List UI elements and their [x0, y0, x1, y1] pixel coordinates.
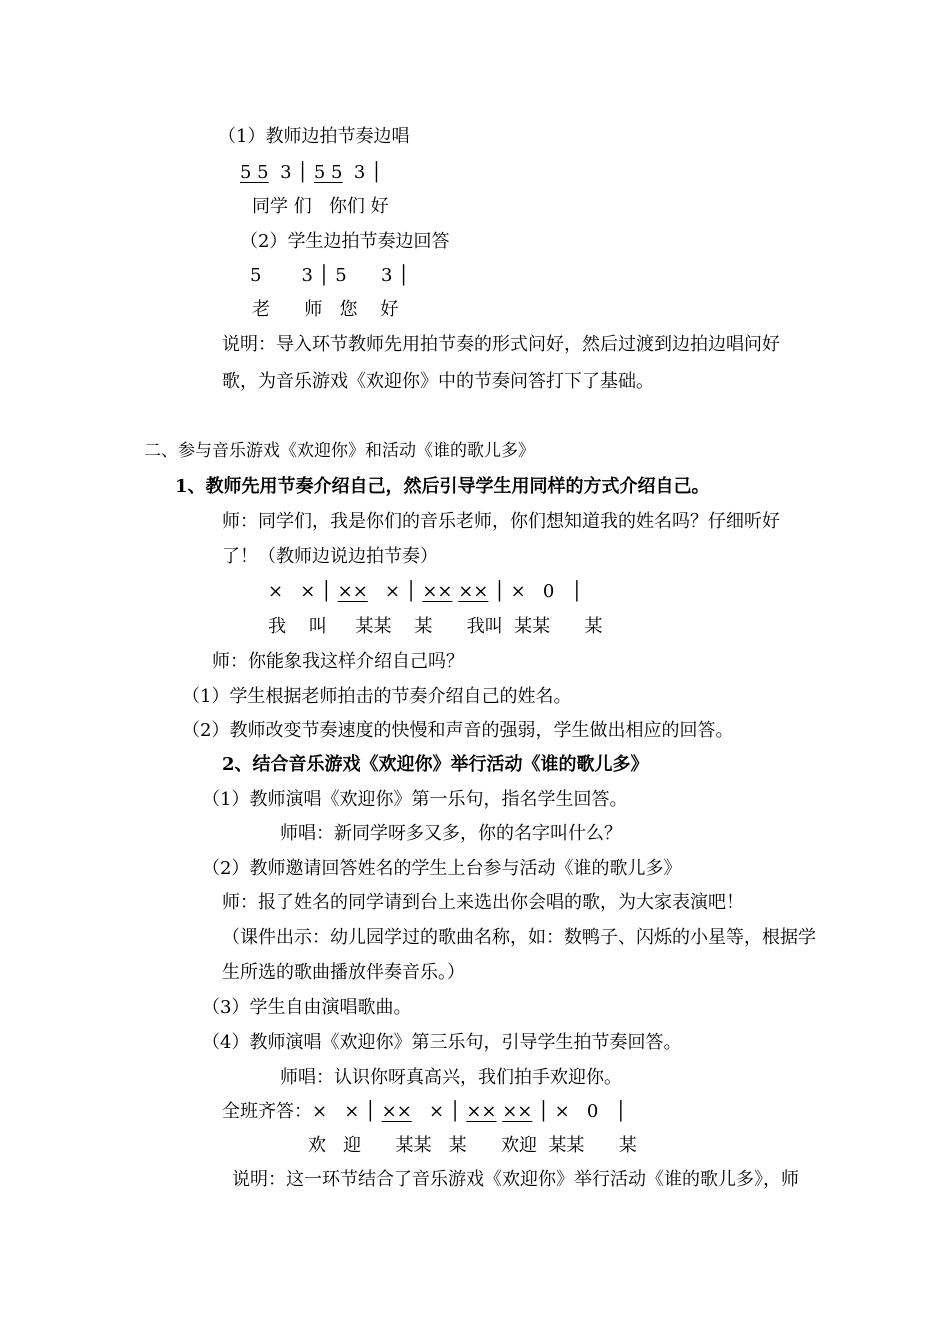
explanation-line: 说明：导入环节教师先用拍节奏的形式问好，然后过渡到边拍边唱问好 — [222, 334, 780, 355]
notation-eighth-pair: 5 5 — [313, 162, 343, 183]
rhythm-eighth-pair: ×× — [337, 581, 368, 602]
lyrics-line-1: 同学 们 你们 好 — [252, 196, 389, 217]
rhythm-eighth-pair: ×× — [502, 1101, 533, 1122]
step-item: （3）学生自由演唱歌曲。 — [202, 997, 412, 1018]
courseware-note: 生所选的歌曲播放伴奏音乐。） — [222, 962, 465, 983]
rhythm-segment: │ × 0 │ — [532, 1101, 627, 1122]
teacher-speech: 师：同学们，我是你们的音乐老师，你们想知道我的姓名吗？仔细听好 — [222, 511, 780, 532]
lyrics-line-3: 我 叫 某某 某 我叫 某某 某 — [268, 616, 603, 637]
rhythm-segment: × │ — [367, 581, 423, 602]
teacher-speech: 了！（教师边说边拍节奏） — [222, 546, 438, 567]
teacher-step-title: （1）教师边拍节奏边唱 — [218, 126, 410, 147]
subsection-heading-1: 1、教师先用节奏介绍自己，然后引导学生用同样的方式介绍自己。 — [175, 476, 710, 497]
explanation-line: 歌，为音乐游戏《欢迎你》中的节奏问答打下了基础。 — [222, 371, 654, 392]
step-item: （4）教师演唱《欢迎你》第三乐句，引导学生拍节奏回答。 — [202, 1032, 682, 1053]
teacher-question: 师：你能象我这样介绍自己吗？ — [212, 651, 464, 672]
notation-segment: 3 │ — [342, 162, 382, 183]
teacher-sings: 师唱：认识你呀真高兴，我们拍手欢迎你。 — [280, 1067, 622, 1088]
notation-eighth-pair: 5 5 — [240, 162, 269, 183]
step-item: （1）教师演唱《欢迎你》第一乐句，指名学生回答。 — [202, 789, 628, 810]
rhythm-eighth-pair: ×× — [381, 1101, 412, 1122]
subsection-heading-2: 2、结合音乐游戏《欢迎你》举行活动《谁的歌儿多》 — [222, 754, 649, 775]
courseware-note: （课件出示：幼儿园学过的歌曲名称，如：数鸭子、闪烁的小星等，根据学 — [222, 927, 816, 948]
step-item: （2）教师改变节奏速度的快慢和声音的强弱，学生做出相应的回答。 — [182, 720, 734, 741]
rhythm-notation-1 — [240, 162, 382, 184]
rhythm-segment: × × │ — [268, 581, 338, 602]
rhythm-eighth-pair: ×× — [466, 1101, 497, 1122]
rhythm-segment: × × │ — [312, 1101, 382, 1122]
rhythm-notation-2: 5 3 │ 5 3 │ — [250, 265, 410, 286]
step-item: （2）教师邀请回答姓名的学生上台参与活动《谁的歌儿多》 — [202, 858, 682, 879]
rhythm-segment: │ × 0 │ — [488, 581, 583, 602]
explanation-line: 说明：这一环节结合了音乐游戏《欢迎你》举行活动《谁的歌儿多》，师 — [232, 1169, 799, 1190]
student-step-title: （2）学生边拍节奏边回答 — [240, 231, 450, 252]
rhythm-prefix: 全班齐答： — [222, 1101, 312, 1122]
lyrics-line-2: 老 师 您 好 — [252, 299, 399, 320]
rhythm-eighth-pair: ×× — [422, 581, 453, 602]
section-heading: 二、参与音乐游戏《欢迎你》和活动《谁的歌儿多》 — [144, 441, 535, 461]
rhythm-eighth-pair: ×× — [458, 581, 489, 602]
lyrics-line-4: 欢 迎 某某 某 欢迎 某某 某 — [308, 1135, 637, 1156]
notation-segment: 3 │ — [268, 162, 314, 183]
teacher-speech: 师：报了姓名的同学请到台上来选出你会唱的歌，为大家表演吧！ — [222, 892, 744, 913]
teacher-sings: 师唱：新同学呀多又多，你的名字叫什么？ — [280, 823, 622, 844]
rhythm-pattern-1 — [268, 581, 582, 603]
rhythm-pattern-2 — [222, 1101, 626, 1123]
step-item: （1）学生根据老师拍击的节奏介绍自己的姓名。 — [182, 686, 572, 707]
rhythm-segment: × │ — [411, 1101, 467, 1122]
